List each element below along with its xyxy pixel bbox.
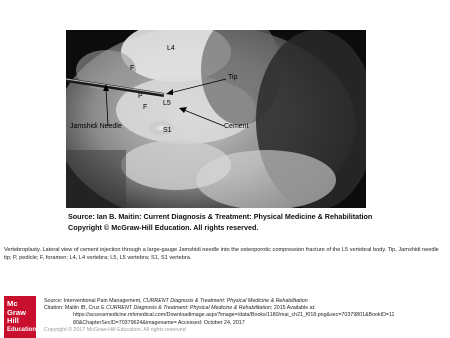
citation-line [44, 305, 448, 312]
label-pedicle: P [138, 93, 143, 100]
source-title: CURRENT Diagnosis & Treatment: Physical Medicine & Rehabilitation [142, 298, 308, 304]
label-l4: L4 [167, 45, 175, 52]
citation-url-line-1[interactable]: https://accessmedicine.mhmedical.com/Downloadimage.aspx?image=/data/Books/1180/mai_ch21_f018.png&sec=70379801&BookID=11 [73, 312, 395, 319]
citation-prefix: Citation: Maitin IB, Cruz E [44, 305, 107, 312]
logo-line-1: Mc [7, 299, 18, 308]
label-s1: S1 [163, 127, 172, 134]
logo-line-2: Graw [7, 307, 26, 317]
citation-footer [44, 298, 448, 334]
source-line [44, 298, 448, 305]
logo-line-4: Education [7, 326, 37, 333]
citation-title: CURRENT Diagnosis & Treatment: Physical Medicine & Rehabilitation [106, 305, 271, 312]
label-tip: Tip [228, 74, 238, 81]
source-prefix: Source: Interventional Pain Management, [44, 298, 143, 304]
citation-url-line-2[interactable]: 80&ChapterSecID=70379624&imagename= Accessed: October 24, 2017 [73, 319, 245, 326]
label-cement: Cement [224, 123, 249, 130]
xray-image [66, 30, 366, 210]
label-l5: L5 [163, 100, 171, 107]
figure-source-bar [66, 208, 373, 238]
citation-suffix: ; 2015 Available at: [270, 305, 316, 312]
figure-source-text: Source: Ian B. Maitin: Current Diagnosis & Treatment: Physical Medicine & Rehabilitation [68, 212, 373, 221]
mcgraw-hill-logo [4, 296, 36, 338]
figure-copyright-text: Copyright © McGraw-Hill Education. All rights reserved. [68, 223, 259, 232]
xray-graphic [66, 30, 366, 210]
figure-caption: Vertebroplasty. Lateral view of cement injection through a large-gauge Jamshidi needle into the osteoporotic compression fracture of the L5 vertebral body. Tip, Jamshidi needle tip; P, pedicle; F, foramen; L4, L4 vertebra; L5, L5 vertebra; S1, S1 vertebra. [4, 247, 439, 261]
logo-line-3: Hill [7, 316, 19, 325]
label-foramen-mid: F [143, 104, 148, 111]
copyright-line: Copyright © 2017 McGraw-Hill Education. All rights reserved [44, 326, 186, 333]
figure-panel [66, 30, 373, 232]
label-foramen-top: F [130, 65, 135, 72]
label-jamshidi-needle: Jamshidi Needle [70, 123, 122, 130]
